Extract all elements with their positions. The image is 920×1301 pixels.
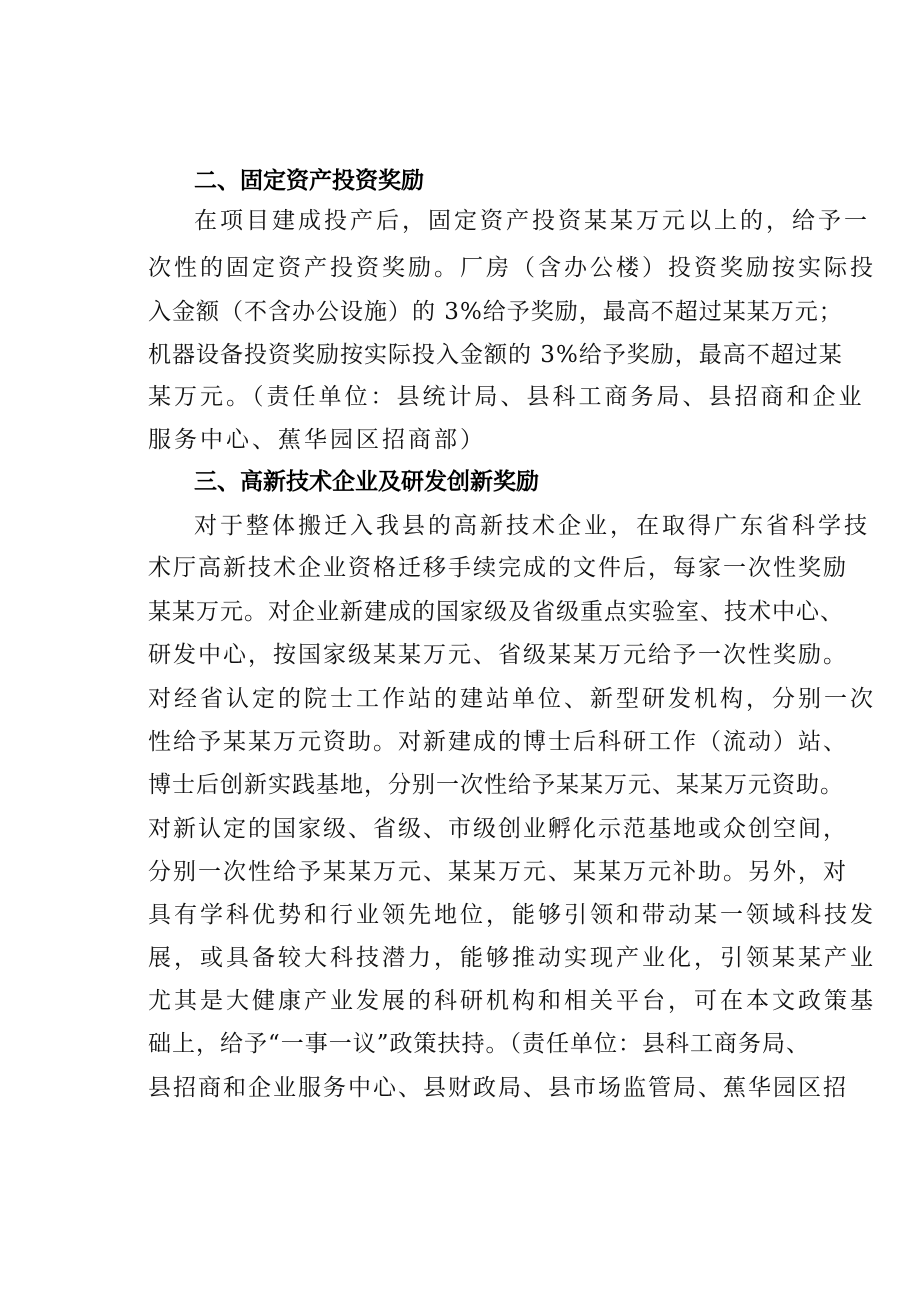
section-3-line-1: 对于整体搬迁入我县的高新技术企业，在取得广东省科学技 [194, 513, 870, 539]
section-3-line-9: 分别一次性给予某某万元、某某万元、某某万元补助。另外，对 [148, 859, 848, 885]
section-2-line-6: 服务中心、蕉华园区招商部） [148, 427, 486, 453]
section-3-line-3: 某某万元。对企业新建成的国家级及省级重点实验室、技术中心、 [148, 599, 844, 625]
section-2-line-5: 某万元。（责任单位：县统计局、县科工商务局、县招商和企业 [148, 384, 865, 410]
section-3-line-10: 具有学科优势和行业领先地位，能够引领和带动某一领域科技发 [148, 902, 876, 928]
section-2-line-3: 入金额（不含办公设施）的 3%给予奖励，最高不超过某某万元； [148, 299, 843, 325]
section-3-line-13: 础上，给予“一事一议”政策扶持。（责任单位：县科工商务局、 [148, 1031, 811, 1057]
section-3-line-14: 县招商和企业服务中心、县财政局、县市场监管局、蕉华园区招 [148, 1075, 848, 1101]
section-3-heading: 三、高新技术企业及研发创新奖励 [194, 469, 539, 495]
section-3-line-6: 性给予某某万元资助。对新建成的博士后科研工作（流动）站、 [148, 729, 848, 755]
section-3-line-4: 研发中心，按国家级某某万元、省级某某万元给予一次性奖励。 [148, 642, 848, 668]
section-2-line-1: 在项目建成投产后，固定资产投资某某万元以上的，给予一 [194, 208, 870, 234]
section-2-heading: 二、固定资产投资奖励 [194, 168, 424, 194]
section-3-line-5: 对经省认定的院士工作站的建站单位、新型研发机构，分别一次 [148, 686, 876, 712]
section-3-line-7: 博士后创新实践基地，分别一次性给予某某万元、某某万元资助。 [148, 772, 844, 798]
section-3-line-8: 对新认定的国家级、省级、市级创业孵化示范基地或众创空间， [148, 816, 848, 842]
section-2-line-2: 次性的固定资产投资奖励。厂房（含办公楼）投资奖励按实际投 [148, 255, 876, 281]
section-3-line-2: 术厅高新技术企业资格迁移手续完成的文件后，每家一次性奖励 [148, 555, 848, 581]
section-3-line-12: 尤其是大健康产业发展的科研机构和相关平台，可在本文政策基 [148, 988, 876, 1014]
section-3-line-11: 展，或具备较大科技潜力，能够推动实现产业化，引领某某产业 [148, 945, 876, 971]
section-2-line-4: 机器设备投资奖励按实际投入金额的 3%给予奖励，最高不超过某 [148, 342, 843, 368]
